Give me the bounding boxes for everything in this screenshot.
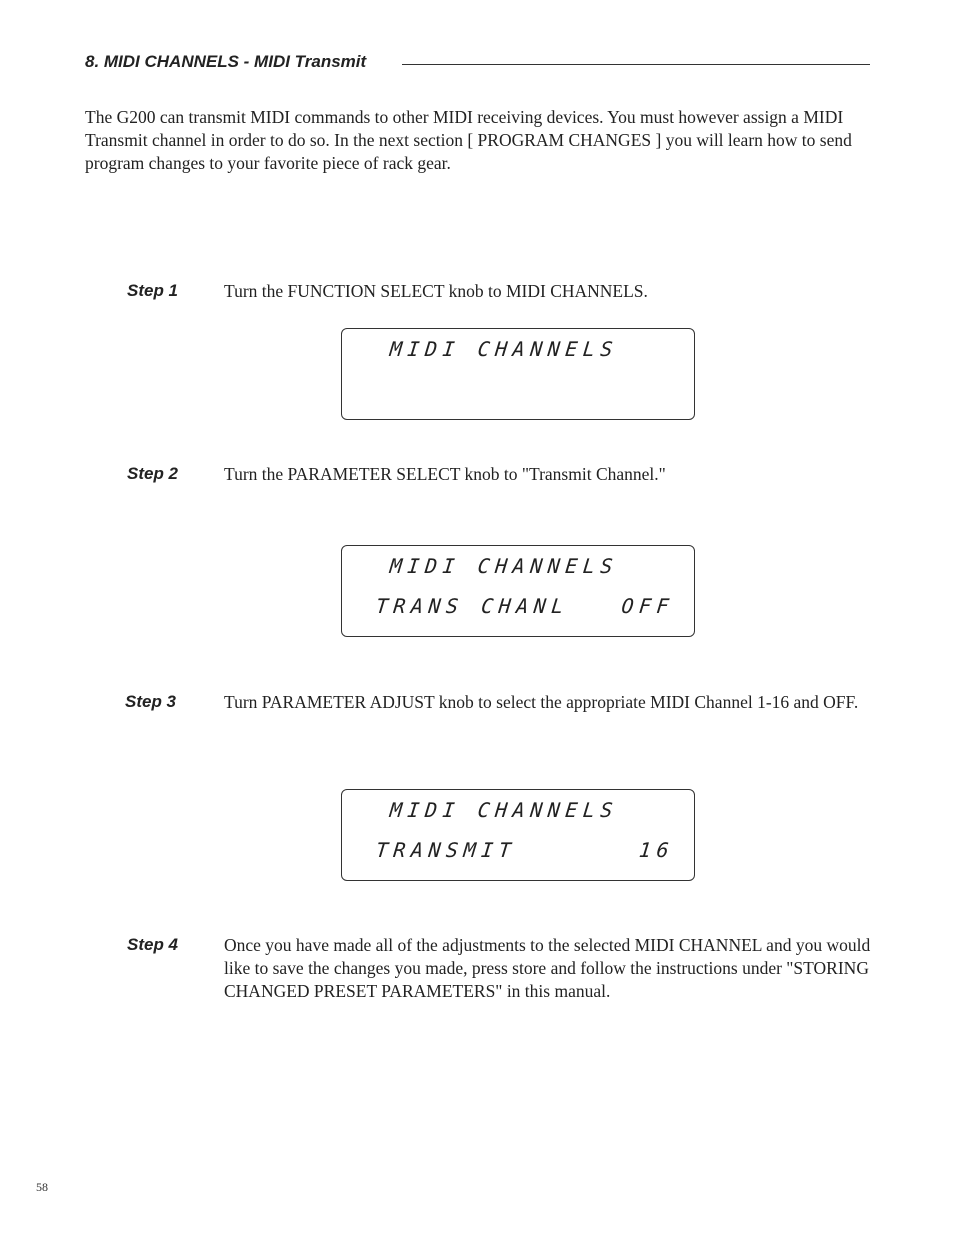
lcd-line-1: MIDI CHANNELS [388,337,620,361]
step-2-text: Turn the PARAMETER SELECT knob to "Transmit Channel." [224,464,666,484]
step-2-label: Step 2 [127,464,179,483]
lcd-display-step-2 [341,545,695,637]
step-4-label: Step 4 [127,935,179,954]
step-4-text: Once you have made all of the adjustments to the selected MIDI CHANNEL and you would like to save the changes you made, press store and follow the instructions under "STORING CHANGED PRESET PARAMETERS" in this manual. [224,935,871,1001]
page-number: 58 [36,1180,48,1194]
title-rule [402,64,870,65]
section-title: 8. MIDI CHANNELS - MIDI Transmit [85,52,367,71]
step-1-text: Turn the FUNCTION SELECT knob to MIDI CHANNELS. [224,281,648,301]
lcd-line-2: TRANSMIT 16 [374,838,676,862]
lcd-display-step-1 [341,328,695,420]
step-3-label: Step 3 [125,692,177,711]
step-3-text: Turn PARAMETER ADJUST knob to select the appropriate MIDI Channel 1-16 and OFF. [224,692,859,712]
lcd-line-1: MIDI CHANNELS [388,798,620,822]
lcd-line-2: TRANS CHANL OFF [374,594,676,618]
intro-paragraph: The G200 can transmit MIDI commands to other MIDI receiving devices. You must however assign a MIDI Transmit channel in order to do so. In the next section [ PROGRAM CHANGES ] you will learn how to send program changes to your favorite piece of rack gear. [85,107,852,173]
lcd-line-1: MIDI CHANNELS [388,554,620,578]
lcd-display-step-3 [341,789,695,881]
step-1-label: Step 1 [127,281,179,300]
